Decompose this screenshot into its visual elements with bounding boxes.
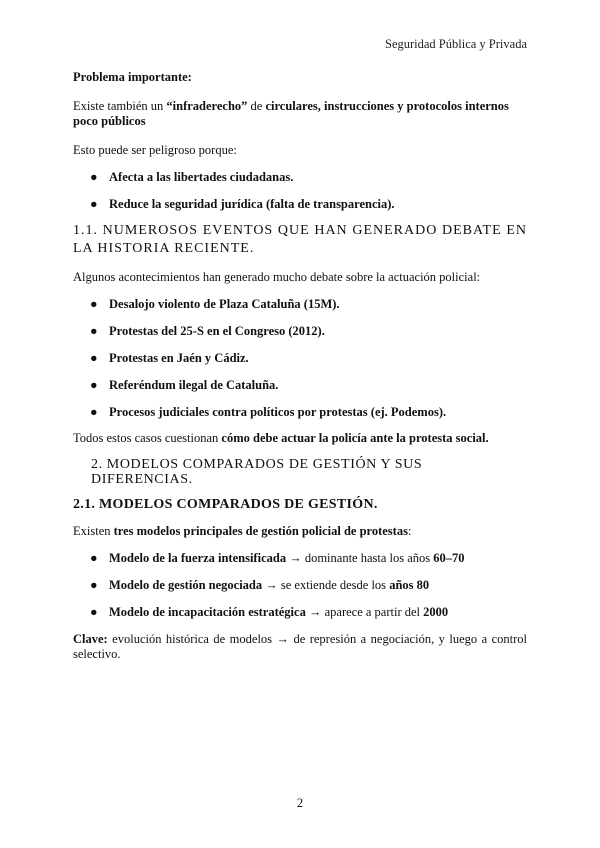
problema-heading: Problema importante: — [73, 70, 192, 84]
modelos-bullet-list — [73, 551, 527, 620]
list-item: ● Reduce la seguridad jurídica (falta de transparencia). — [90, 197, 395, 211]
bullet-icon: ● — [90, 324, 98, 338]
list-item: ● Afecta a las libertades ciudadanas. — [90, 170, 294, 184]
clave-paragraph: Clave: evolución histórica de modelos → de represión a negociación, y luego a control selectivo. — [73, 632, 527, 661]
section-1-1-closing: Todos estos casos cuestionan cómo debe actuar la policía ante la protesta social. — [73, 431, 489, 445]
bullet-icon: ● — [90, 297, 98, 311]
page-number: 2 — [296, 796, 304, 810]
list-item: ● Desalojo violento de Plaza Cataluña (15M). — [90, 297, 340, 311]
bullet-icon: ● — [90, 351, 98, 365]
list-item: ● Procesos judiciales contra políticos por protestas (ej. Podemos). — [90, 405, 447, 419]
bullet-icon: ● — [90, 378, 98, 392]
list-item: ● Modelo de la fuerza intensificada → dominante hasta los años 60–70 — [90, 551, 465, 565]
section-2-heading: 2. MODELOS COMPARADOS DE GESTIÓN Y SUS DIFERENCIAS. — [91, 457, 423, 487]
bullet-icon: ● — [90, 170, 98, 184]
bullet-icon: ● — [90, 605, 98, 619]
running-header: Seguridad Pública y Privada — [385, 37, 527, 51]
list-item: ● Referéndum ilegal de Cataluña. — [90, 378, 279, 392]
section-2-1-heading: 2.1. MODELOS COMPARADOS DE GESTIÓN. — [73, 497, 378, 512]
bullet-icon: ● — [90, 405, 98, 419]
list-item: ● Protestas del 25-S en el Congreso (2012). — [90, 324, 325, 338]
bullet-icon: ● — [90, 197, 98, 211]
problema-peligro: Esto puede ser peligroso porque: — [73, 143, 237, 157]
bullet-icon: ● — [90, 578, 98, 592]
section-2-1-intro: Existen tres modelos principales de gestión policial de protestas: — [73, 524, 412, 538]
page-body — [73, 70, 527, 662]
section-1-1-heading: 1.1. NUMEROSOS EVENTOS QUE HAN GENERADO DEBATE EN LA HISTORIA RECIENTE. — [73, 223, 527, 256]
problema-intro: Existe también un “infraderecho” de circulares, instrucciones y protocolos internos poco públicos — [73, 99, 509, 128]
eventos-bullet-list — [73, 297, 527, 420]
problema-bullet-list — [73, 170, 527, 212]
list-item: ● Modelo de gestión negociada → se extiende desde los años 80 — [90, 578, 430, 592]
list-item: ● Modelo de incapacitación estratégica → aparece a partir del 2000 — [90, 605, 449, 619]
bullet-icon: ● — [90, 551, 98, 565]
list-item: ● Protestas en Jaén y Cádiz. — [90, 351, 249, 365]
section-1-1-intro: Algunos acontecimientos han generado mucho debate sobre la actuación policial: — [73, 270, 481, 284]
